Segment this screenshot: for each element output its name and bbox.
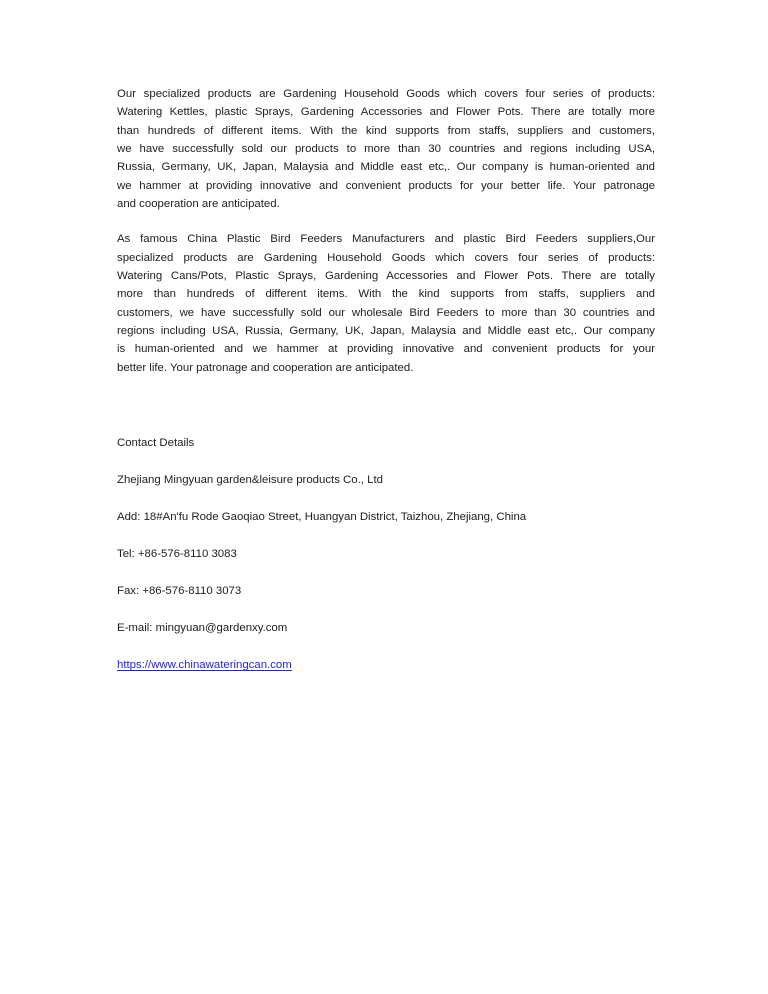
website-line — [117, 656, 655, 674]
document-body — [117, 85, 655, 693]
address-line: Add: 18#An'fu Rode Gaoqiao Street, Huangyan District, Taizhou, Zhejiang, China — [117, 511, 527, 524]
paragraph-line: customers, we have successfully sold our wholesale Bird Feeders to more than 30 countries and — [117, 306, 655, 319]
tel-line: Tel: +86-576-8110 3083 — [117, 548, 237, 561]
paragraph-line: specialized products are Gardening Household Goods which covers four series of products: — [117, 251, 655, 264]
paragraph-line: we have successfully sold our products to more than 30 countries and regions including USA, — [117, 143, 655, 156]
paragraph-line: than hundreds of different items. With the kind supports from staffs, suppliers and customers, — [117, 124, 655, 137]
contact-section — [117, 434, 655, 674]
fax-line: Fax: +86-576-8110 3073 — [117, 585, 242, 598]
paragraph-company-intro — [117, 85, 655, 213]
paragraph-line: better life. Your patronage and cooperation are anticipated. — [117, 361, 414, 374]
intro-section — [117, 85, 655, 377]
website-link[interactable]: https://www.chinawateringcan.com — [117, 659, 292, 672]
paragraph-line: regions including USA, Russia, Germany, UK, Japan, Malaysia and Middle east etc,. Our company — [117, 325, 655, 338]
paragraph-line: Russia, Germany, UK, Japan, Malaysia and Middle east etc,. Our company is human-oriented and — [117, 161, 655, 174]
contact-details-heading: Contact Details — [117, 437, 195, 450]
paragraph-line: more than hundreds of different items. With the kind supports from staffs, suppliers and — [117, 288, 655, 301]
email-line: E-mail: mingyuan@gardenxy.com — [117, 622, 288, 635]
paragraph-line: As famous China Plastic Bird Feeders Manufacturers and plastic Bird Feeders suppliers,Our — [117, 233, 655, 246]
paragraph-line: and cooperation are anticipated. — [117, 198, 280, 211]
paragraph-line: is human-oriented and we hammer at providing innovative and convenient products for your — [117, 343, 655, 356]
paragraph-line: Our specialized products are Gardening Household Goods which covers four series of products: — [117, 88, 655, 100]
company-name: Zhejiang Mingyuan garden&leisure products Co., Ltd — [117, 474, 383, 487]
paragraph-line: we hammer at providing innovative and convenient products for your better life. Your patronage — [117, 179, 655, 192]
paragraph-line: Watering Kettles, plastic Sprays, Gardening Accessories and Flower Pots. There are totally more — [117, 106, 655, 119]
paragraph-bird-feeders-intro — [117, 230, 655, 377]
paragraph-line: Watering Cans/Pots, Plastic Sprays, Gardening Accessories and Flower Pots. There are totally — [117, 270, 655, 283]
